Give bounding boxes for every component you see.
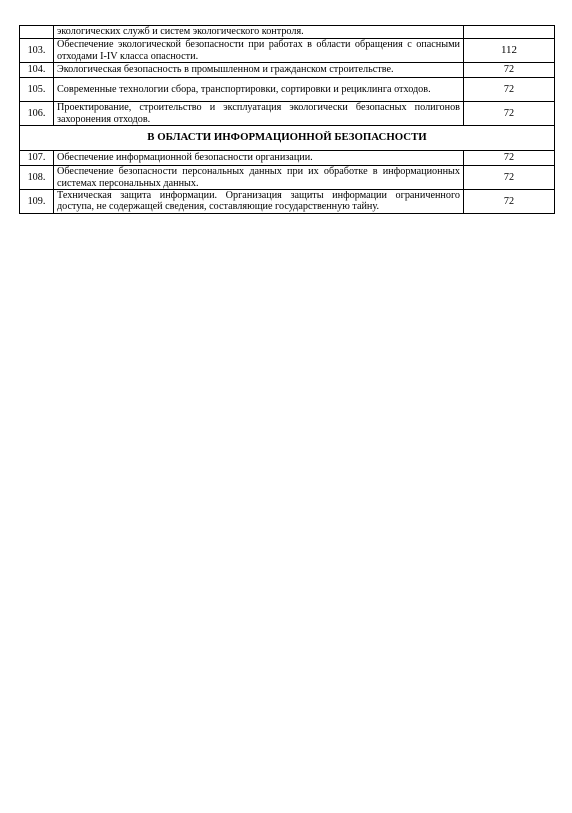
table-row xyxy=(20,63,555,78)
course-hours: 72 xyxy=(464,190,555,214)
row-number: 108. xyxy=(20,166,54,190)
course-title: Техническая защита информации. Организация защиты информации ограниченного доступа, не содержащей сведения, составляющие государственную тайну. xyxy=(54,190,464,214)
row-number: 106. xyxy=(20,102,54,126)
course-title: Обеспечение экологической безопасности при работах в области обращения с опасными отходами I-IV класса опасности. xyxy=(54,39,464,63)
course-title: Экологическая безопасность в промышленном и гражданском строительстве. xyxy=(54,63,464,78)
table-row-continuation xyxy=(20,26,555,39)
row-number: 105. xyxy=(20,78,54,102)
courses-table xyxy=(19,25,555,214)
course-hours: 72 xyxy=(464,151,555,166)
course-hours: 72 xyxy=(464,78,555,102)
table-row xyxy=(20,166,555,190)
section-title: В ОБЛАСТИ ИНФОРМАЦИОННОЙ БЕЗОПАСНОСТИ xyxy=(20,126,555,151)
table-row xyxy=(20,151,555,166)
section-header-row xyxy=(20,126,555,151)
hours-cell xyxy=(464,26,555,39)
table-row xyxy=(20,39,555,63)
course-hours: 72 xyxy=(464,63,555,78)
course-hours: 112 xyxy=(464,39,555,63)
course-title: Обеспечение безопасности персональных данных при их обработке в информационных системах персональных данных. xyxy=(54,166,464,190)
row-number: 109. xyxy=(20,190,54,214)
course-title: Проектирование, строительство и эксплуатация экологически безопасных полигонов захоронения отходов. xyxy=(54,102,464,126)
table-row xyxy=(20,190,555,214)
course-title: Современные технологии сбора, транспортировки, сортировки и рециклинга отходов. xyxy=(54,78,464,102)
course-hours: 72 xyxy=(464,166,555,190)
course-title-cell: экологических служб и систем экологического контроля. xyxy=(54,26,464,39)
course-hours: 72 xyxy=(464,102,555,126)
table-row xyxy=(20,78,555,102)
row-number: 107. xyxy=(20,151,54,166)
row-number: 104. xyxy=(20,63,54,78)
course-title: Обеспечение информационной безопасности организации. xyxy=(54,151,464,166)
table-row xyxy=(20,102,555,126)
row-number-cell xyxy=(20,26,54,39)
row-number: 103. xyxy=(20,39,54,63)
